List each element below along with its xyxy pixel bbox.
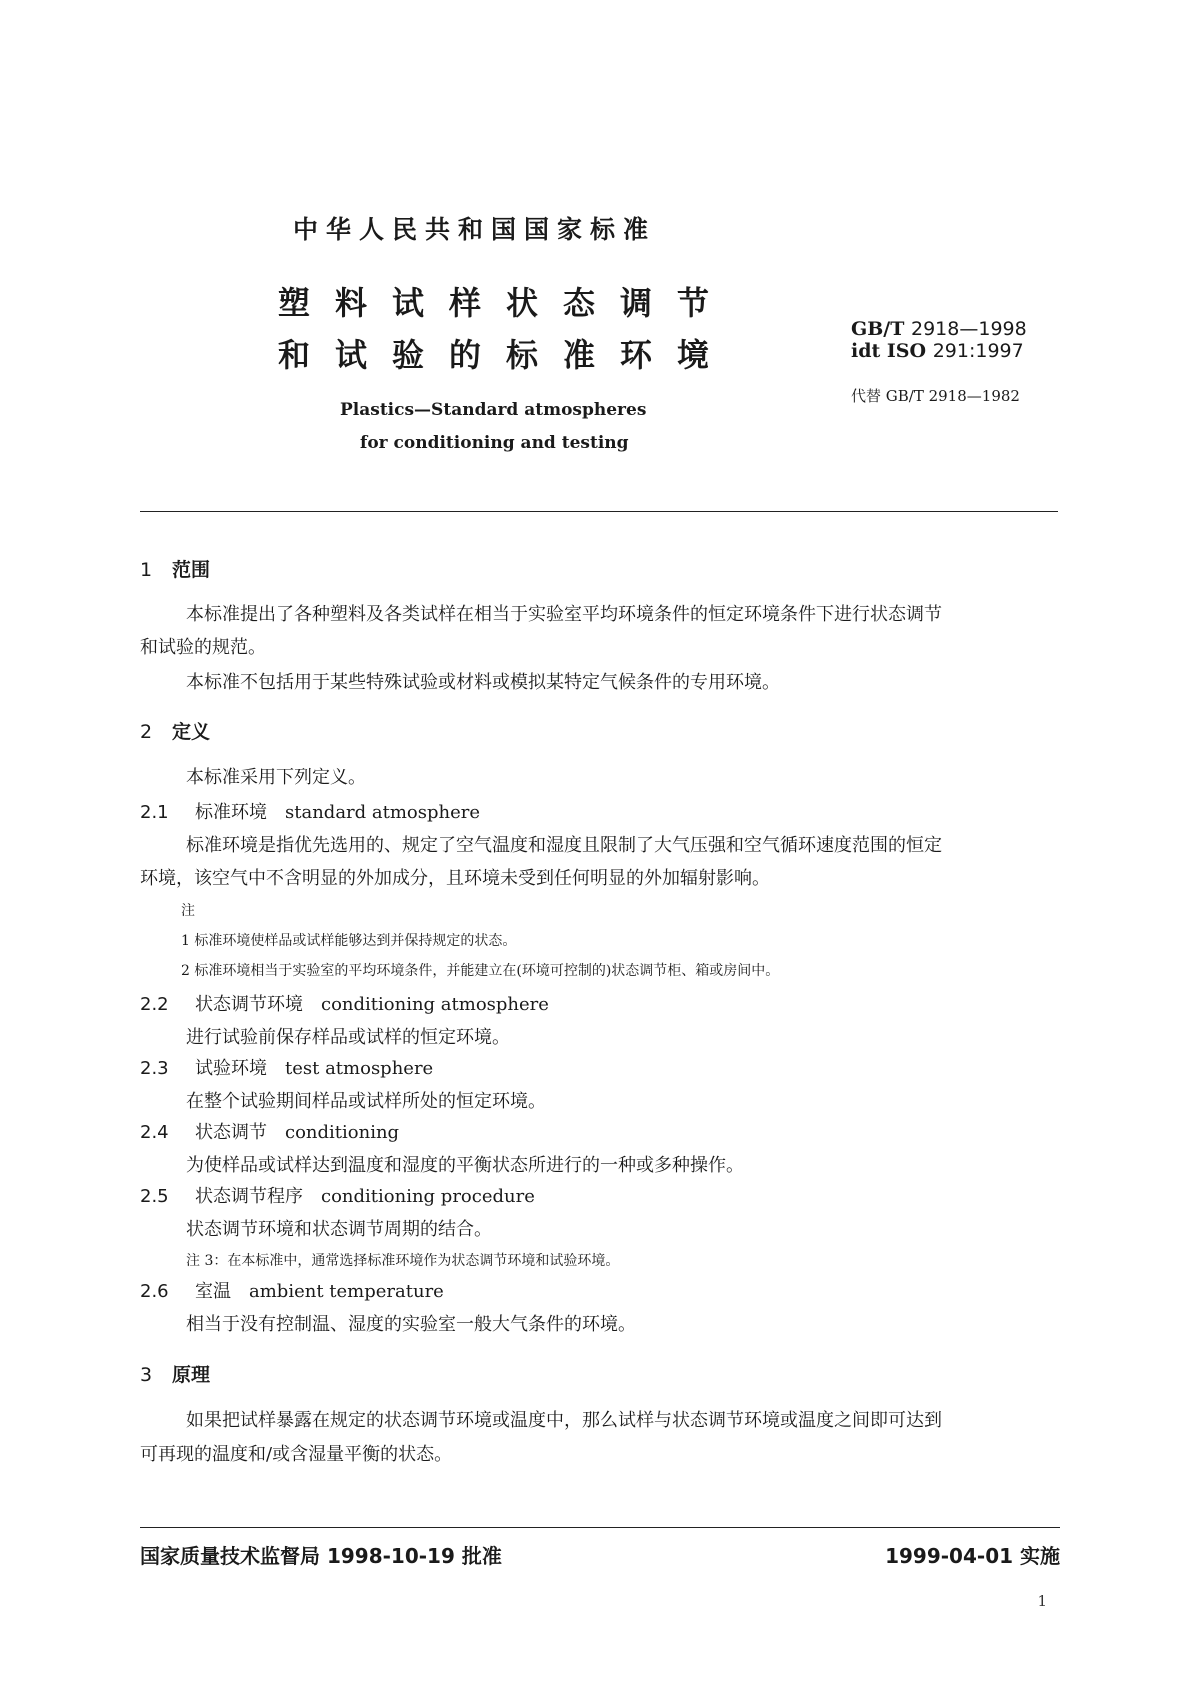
approval-line: 国家质量技术监督局 1998-10-19 批准	[140, 1544, 502, 1568]
replaces-standard: 代替 GB/T 2918—1982	[851, 387, 1020, 405]
term-en: conditioning	[285, 1122, 400, 1143]
term-cn: 状态调节环境	[195, 994, 303, 1015]
term-cn: 试验环境	[195, 1058, 267, 1079]
section-2-intro: 本标准采用下列定义。	[186, 767, 366, 788]
identical-standard	[851, 340, 1024, 362]
standard-number	[851, 318, 1027, 340]
note-2: 2 标准环境相当于实验室的平均环境条件，并能建立在(环境可控制的)状态调节柜、箱或房间中。	[181, 963, 780, 979]
national-standard-heading: 中华人民共和国国家标准	[293, 215, 657, 244]
definition-2-1-heading	[140, 798, 480, 824]
section-number: 3	[140, 1364, 153, 1386]
title-cn-line1: 塑料试样状态调节	[278, 284, 735, 322]
term-cn: 室温	[195, 1281, 231, 1302]
term-en: standard atmosphere	[285, 802, 481, 823]
definition-2-2-heading	[140, 990, 549, 1016]
title-en-line2: for conditioning and testing	[360, 433, 629, 453]
title-cn-line2: 和试验的标准环境	[278, 336, 735, 374]
definition-2-1-line1: 标准环境是指优先选用的、规定了空气温度和湿度且限制了大气压强和空气循环速度范围的恒定	[186, 835, 942, 856]
section-number: 1	[140, 559, 153, 581]
clause-number: 2.1	[140, 802, 169, 823]
definition-2-5-heading	[140, 1182, 535, 1208]
note-3: 注 3：在本标准中，通常选择标准环境作为状态调节环境和试验环境。	[186, 1253, 620, 1269]
section-3-para1-line1: 如果把试样暴露在规定的状态调节环境或温度中，那么试样与状态调节环境或温度之间即可达到	[186, 1410, 942, 1431]
definition-2-6-heading	[140, 1277, 444, 1303]
section-number: 2	[140, 721, 153, 743]
effective-date: 1999-04-01 实施	[885, 1544, 1060, 1568]
section-1-para2: 本标准不包括用于某些特殊试验或材料或模拟某特定气候条件的专用环境。	[186, 672, 780, 693]
clause-number: 2.3	[140, 1058, 169, 1079]
definition-2-4-heading	[140, 1118, 399, 1144]
section-1-para1-line2: 和试验的规范。	[140, 637, 266, 658]
title-en-line1: Plastics—Standard atmospheres	[340, 400, 647, 420]
section-1-heading	[140, 555, 210, 582]
clause-number: 2.5	[140, 1186, 169, 1207]
definition-2-4-body: 为使样品或试样达到温度和湿度的平衡状态所进行的一种或多种操作。	[186, 1155, 744, 1176]
idt-prefix: idt ISO	[851, 340, 927, 362]
term-en: ambient temperature	[249, 1281, 444, 1302]
definition-2-3-body: 在整个试验期间样品或试样所处的恒定环境。	[186, 1091, 546, 1112]
standard-prefix: GB/T	[851, 318, 905, 340]
clause-number: 2.6	[140, 1281, 169, 1302]
note-1: 1 标准环境使样品或试样能够达到并保持规定的状态。	[181, 933, 517, 949]
section-1-para1-line1: 本标准提出了各种塑料及各类试样在相当于实验室平均环境条件的恒定环境条件下进行状态调节	[186, 604, 942, 625]
definition-2-6-body: 相当于没有控制温、湿度的实验室一般大气条件的环境。	[186, 1314, 636, 1335]
term-en: conditioning procedure	[321, 1186, 535, 1207]
section-title: 范围	[172, 559, 211, 581]
definition-2-2-body: 进行试验前保存样品或试样的恒定环境。	[186, 1027, 510, 1048]
term-cn: 标准环境	[195, 802, 267, 823]
section-2-heading	[140, 717, 210, 744]
definition-2-3-heading	[140, 1054, 433, 1080]
page-number: 1	[1037, 1592, 1047, 1610]
footer-divider	[140, 1527, 1060, 1528]
definition-2-5-body: 状态调节环境和状态调节周期的结合。	[186, 1219, 492, 1240]
section-title: 原理	[172, 1364, 211, 1386]
term-cn: 状态调节程序	[195, 1186, 303, 1207]
section-title: 定义	[172, 721, 211, 743]
section-3-para1-line2: 可再现的温度和/或含湿量平衡的状态。	[140, 1444, 453, 1465]
clause-number: 2.4	[140, 1122, 169, 1143]
idt-number-value: 291:1997	[932, 340, 1024, 362]
standard-number-value: 2918—1998	[911, 318, 1027, 340]
term-en: conditioning atmosphere	[321, 994, 549, 1015]
header-divider	[140, 511, 1058, 512]
clause-number: 2.2	[140, 994, 169, 1015]
term-en: test atmosphere	[285, 1058, 434, 1079]
term-cn: 状态调节	[195, 1122, 267, 1143]
definition-2-1-line2: 环境，该空气中不含明显的外加成分，且环境未受到任何明显的外加辐射影响。	[140, 868, 770, 889]
section-3-heading	[140, 1360, 210, 1387]
note-label: 注	[181, 903, 195, 919]
